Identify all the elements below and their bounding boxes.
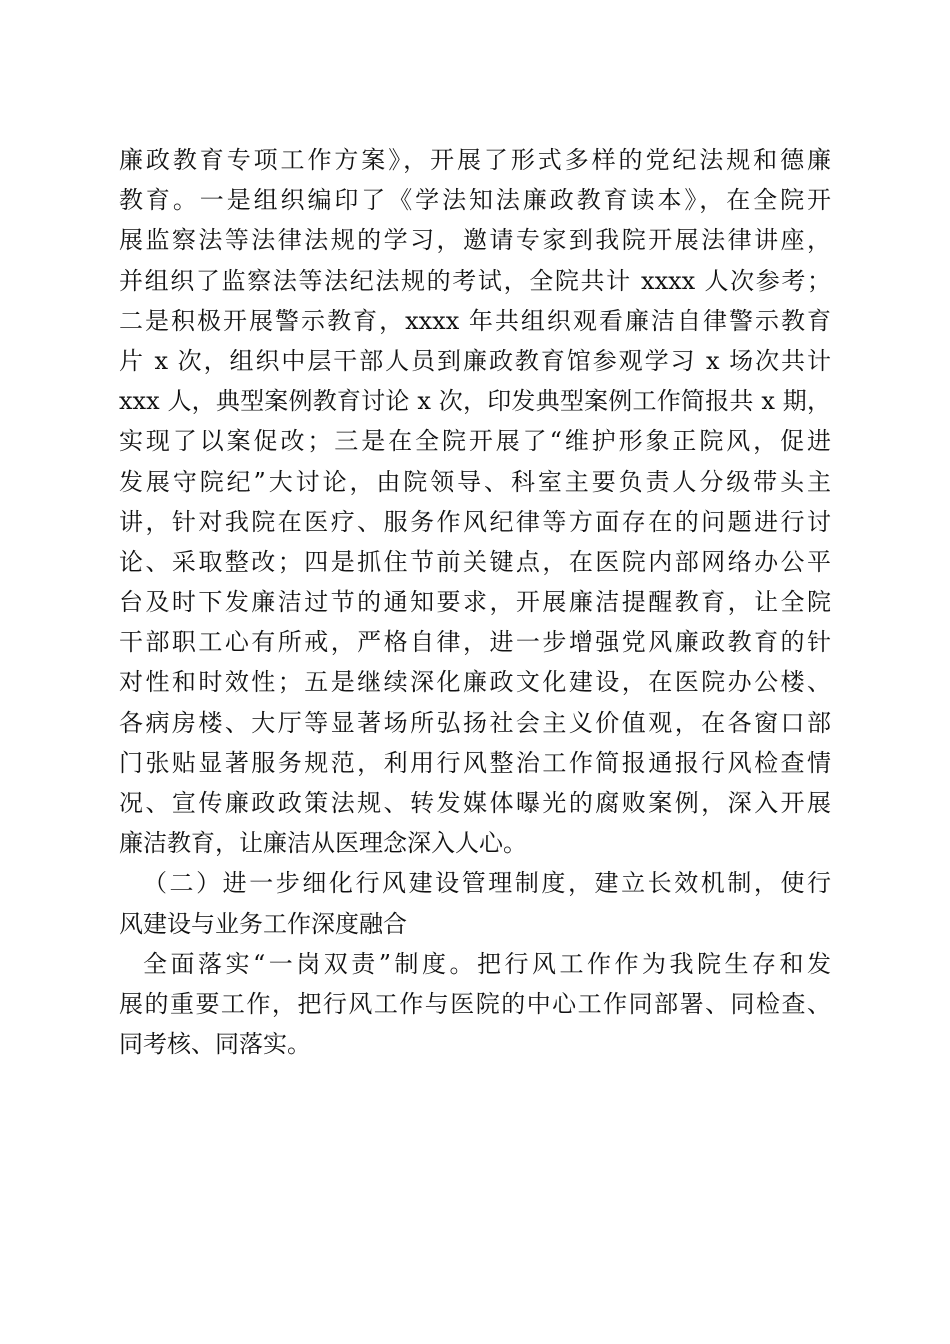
text-line: 门张贴显著服务规范，利用行风整治工作简报通报行风检查情 <box>119 748 831 777</box>
section-heading-line: （二）进一步细化行风建设管理制度，建立长效机制，使行 <box>143 869 831 898</box>
text-line: 讲，针对我院在医疗、服务作风纪律等方面存在的问题进行讨 <box>119 507 831 536</box>
text-line: 论、采取整改；四是抓住节前关键点，在医院内部网络办公平 <box>119 547 831 576</box>
text-line: 廉洁教育，让廉洁从医理念深入人心。 <box>119 829 527 858</box>
text-line: 况、宣传廉政政策法规、转发媒体曝光的腐败案例，深入开展 <box>119 789 831 817</box>
text-line: 实现了以案促改；三是在全院开展了“维护形象正院风，促进 <box>119 427 831 456</box>
section-heading-line: 风建设与业务工作深度融合 <box>119 909 407 938</box>
text-line: 台及时下发廉洁过节的通知要求，开展廉洁提醒教育，让全院 <box>119 588 831 617</box>
text-line: xxx 人，典型案例教育讨论 x 次，印发典型案例工作简报共 x 期， <box>119 387 831 416</box>
text-line: 廉政教育专项工作方案》，开展了形式多样的党纪法规和德廉 <box>119 146 831 174</box>
text-line: 对性和时效性；五是继续深化廉政文化建设，在医院办公楼、 <box>119 668 831 697</box>
document-body <box>119 140 831 1064</box>
text-line: 各病房楼、大厅等显著场所弘扬社会主义价值观，在各窗口部 <box>119 708 831 737</box>
text-line: 教育。一是组织编印了《学法知法廉政教育读本》，在全院开 <box>119 186 831 215</box>
text-line: 展监察法等法律法规的学习，邀请专家到我院开展法律讲座， <box>119 226 831 255</box>
text-line: 干部职工心有所戒，严格自律，进一步增强党风廉政教育的针 <box>119 628 831 657</box>
text-line: 发展守院纪”大讨论，由院领导、科室主要负责人分级带头主 <box>119 467 831 496</box>
text-line: 片 x 次，组织中层干部人员到廉政教育馆参观学习 x 场次共计 <box>119 346 831 375</box>
text-line: 并组织了监察法等法纪法规的考试，全院共计 xxxx 人次参考； <box>119 266 831 295</box>
text-line: 全面落实“一岗双责”制度。把行风工作作为我院生存和发 <box>143 949 831 978</box>
text-line: 二是积极开展警示教育，xxxx 年共组织观看廉洁自律警示教育 <box>119 306 831 335</box>
text-line: 同考核、同落实。 <box>119 1030 311 1059</box>
text-line: 展的重要工作，把行风工作与医院的中心工作同部署、同检查、 <box>119 989 831 1018</box>
